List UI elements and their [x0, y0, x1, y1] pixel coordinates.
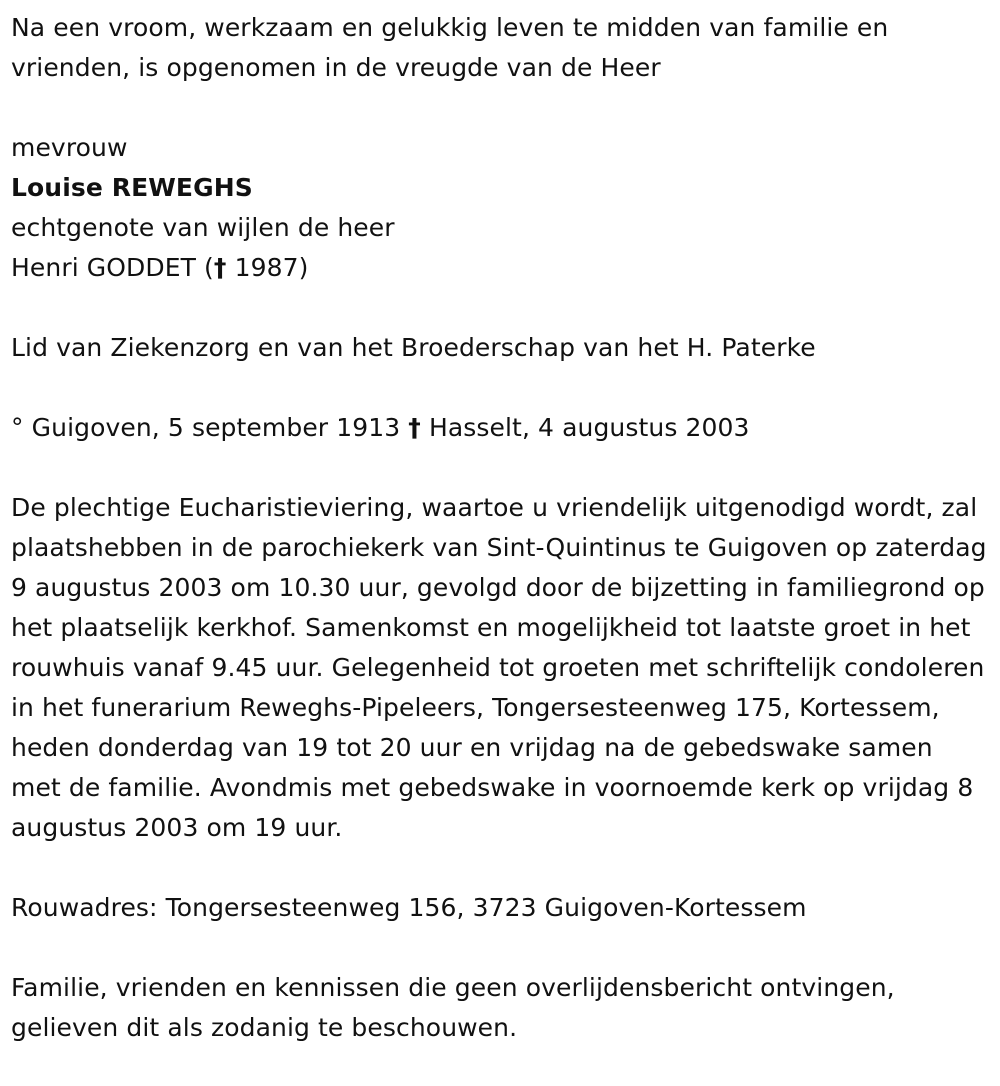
membership-text: Lid van Ziekenzorg en van het Broederschap van het H. Paterke	[11, 333, 816, 362]
closing-text: Familie, vrienden en kennissen die geen overlijdensbericht ontvingen, gelieven dit als zodanig te beschouwen.	[11, 973, 895, 1042]
spacer	[11, 928, 990, 968]
mourning-address: Rouwadres: Tongersesteenweg 156, 3723 Guigoven-Kortessem	[11, 893, 807, 922]
ceremony-text: De plechtige Eucharistieviering, waartoe u vriendelijk uitgenodigd wordt, zal plaatshebben in de parochiekerk van Sint-Quintinus te Guigoven op zaterdag 9 augustus 2003 om 10.30 uur, gevolgd door de bijzetting in familiegrond op het plaatselijk kerkhof. Samenkomst en mogelijkheid tot laatste groet in het rouwhuis vanaf 9.45 uur. Gelegenheid tot groeten met schriftelijk condoleren in het funerarium Reweghs-Pipeleers, Tongersesteenweg 175, Kortessem, heden donderdag van 19 tot 20 uur en vrijdag na de gebedswake samen met de familie. Avondmis met gebedswake in voornoemde kerk op vrijdag 8 augustus 2003 om 19 uur.	[11, 493, 987, 842]
salutation: mevrouw	[11, 133, 128, 162]
spacer	[11, 848, 990, 888]
spacer	[11, 368, 990, 408]
spacer	[11, 288, 990, 328]
spacer	[11, 448, 990, 488]
spacer	[11, 88, 990, 128]
spouse-death-year: 1987)	[226, 253, 309, 282]
cross-icon: †	[213, 253, 227, 282]
intro-text: Na een vroom, werkzaam en gelukkig leven te midden van familie en vrienden, is opgenomen in de vreugde van de Heer	[11, 13, 889, 82]
deceased-name: Louise REWEGHS	[11, 173, 253, 202]
birth-info: ° Guigoven, 5 september 1913	[11, 413, 409, 442]
birth-death-line	[11, 408, 990, 448]
spouse-name: Henri GODDET (	[11, 253, 214, 282]
cross-icon: †	[408, 413, 421, 442]
spouse-line	[11, 248, 990, 288]
death-info: Hasselt, 4 augustus 2003	[420, 413, 750, 442]
spouse-relation: echtgenote van wijlen de heer	[11, 213, 395, 242]
